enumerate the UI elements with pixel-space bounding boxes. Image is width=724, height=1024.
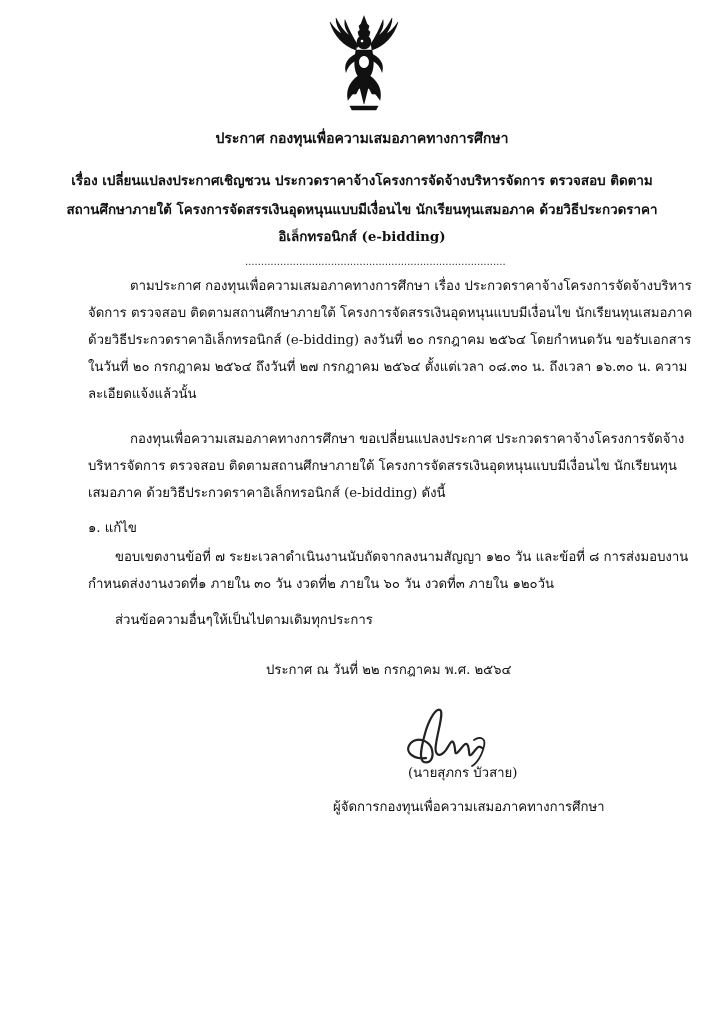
paragraph-2-line-3: เสมอภาค ด้วยวิธีประกวดราคาอิเล็กทรอนิกส์ (e-bidding) ดังนี้ [88, 486, 446, 501]
paragraph-1-line-2: จัดการ ตรวจสอบ ติดตามสถานศึกษาภายใต้ โครงการจัดสรรเงินอุดหนุนแบบมีเงื่อนไข นักเรียนทุนเสมอภาค [88, 306, 693, 321]
paragraph-2-line-2: บริหารจัดการ ตรวจสอบ ติดตามสถานศึกษาภายใต้ โครงการจัดสรรเงินอุดหนุนแบบมีเงื่อนไข นักเรียนทุน [88, 459, 677, 474]
announcement-title: ประกาศ กองทุนเพื่อความเสมอภาคทางการศึกษา [215, 131, 509, 147]
subject-line-2: สถานศึกษาภายใต้ โครงการจัดสรรเงินอุดหนุนแบบมีเงื่อนไข นักเรียนทุนเสมอภาค ด้วยวิธีประกวดราคา [66, 202, 658, 218]
signature-image [396, 700, 526, 770]
signer-position: ผู้จัดการกองทุนเพื่อความเสมอภาคทางการศึกษา [333, 800, 605, 815]
remaining-clause: ส่วนข้อความอื่นๆให้เป็นไปตามเดิมทุกประการ [115, 613, 373, 628]
item-1-line-2: กำหนดส่งงานงวดที่๑ ภายใน ๓๐ วัน งวดที่๒ ภายใน ๖๐ วัน งวดที่๓ ภายใน ๑๒๐วัน [88, 577, 555, 592]
announcement-date: ประกาศ ณ วันที่ ๒๒ กรกฎาคม พ.ศ. ๒๕๖๔ [266, 663, 512, 678]
paragraph-1-line-1: ตามประกาศ กองทุนเพื่อความเสมอภาคทางการศึกษา เรื่อง ประกวดราคาจ้างโครงการจัดจ้างบริหาร [130, 279, 692, 294]
paragraph-1-line-5: ละเอียดแจ้งแล้วนั้น [88, 387, 197, 402]
signer-name: (นายสุภกร บัวสาย) [408, 766, 518, 781]
paragraph-2-line-1: กองทุนเพื่อความเสมอภาคทางการศึกษา ขอเปลี่ยนแปลงประกาศ ประกวดราคาจ้างโครงการจัดจ้าง [130, 432, 685, 447]
garuda-emblem-icon [328, 14, 400, 112]
subject-line-1: เรื่อง เปลี่ยนแปลงประกาศเชิญชวน ประกวดราคาจ้างโครงการจัดจ้างบริหารจัดการ ตรวจสอบ ติดตาม [71, 173, 653, 189]
paragraph-1-line-3: ด้วยวิธีประกวดราคาอิเล็กทรอนิกส์ (e-bidding) ลงวันที่ ๒๐ กรกฎาคม ๒๕๖๔ โดยกำหนดวัน ขอรับเอกสาร [88, 333, 692, 348]
subject-line-3: อิเล็กทรอนิกส์ (e-bidding) [278, 229, 446, 245]
separator-line: .................................................................................. [245, 257, 506, 268]
paragraph-1-line-4: ในวันที่ ๒๐ กรกฎาคม ๒๕๖๔ ถึงวันที่ ๒๗ กรกฎาคม ๒๕๖๔ ตั้งแต่เวลา ๐๘.๓๐ น. ถึงเวลา ๑๖.๓๐ น. ความ [88, 360, 688, 375]
item-1-line-1: ขอบเขตงานข้อที่ ๗ ระยะเวลาดำเนินงานนับถัดจากลงนามสัญญา ๑๒๐ วัน และข้อที่ ๘ การส่งมอบงาน [115, 550, 689, 565]
item-1-label: ๑. แก้ไข [88, 521, 137, 536]
